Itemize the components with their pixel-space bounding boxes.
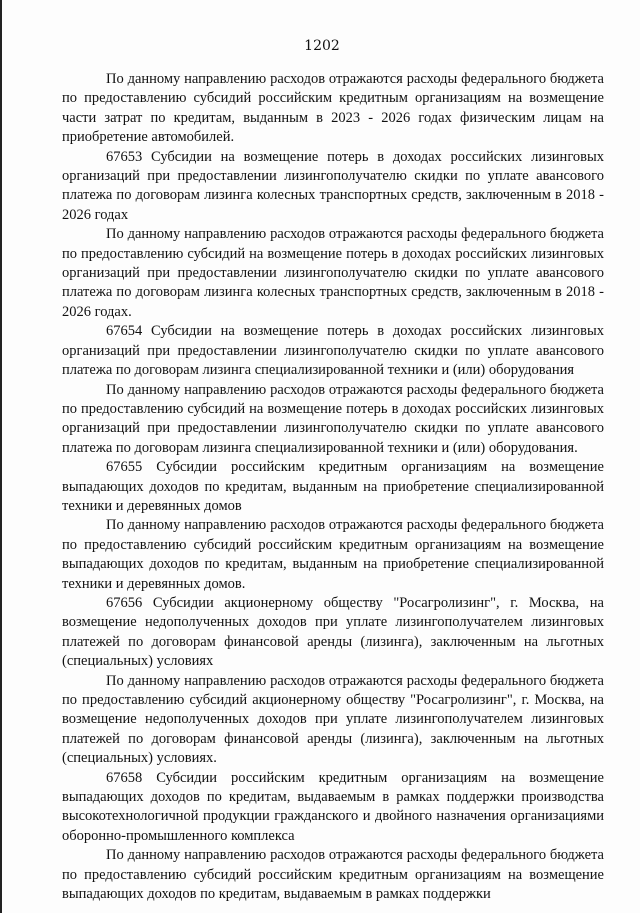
document-body (62, 70, 604, 904)
paragraph: По данному направлению расходов отражаются расходы федерального бюджета по предоставлению субсидий на возмещение потерь в доходах российских лизинговых организаций при предоставлении лизингополучателю скидки по уплате авансового платежа по договорам лизинга колесных транспортных средств, заключенным в 2018 - 2026 годах. (62, 226, 604, 320)
paragraph: По данному направлению расходов отражаются расходы федерального бюджета по предоставлению субсидий российским кредитным организациям на возмещение выпадающих доходов по кредитам, выданным на приобретение специализированной техники и деревянных домов. (62, 517, 604, 592)
paragraph-heading: 67653 Субсидии на возмещение потерь в доходах российских лизинговых организаций при предоставлении лизингополучателю скидки по уплате авансового платежа по договорам лизинга колесных транспортных средств, заключенным в 2018 - 2026 годах (62, 148, 604, 223)
paragraph: По данному направлению расходов отражаются расходы федерального бюджета по предоставлению субсидий акционерному обществу "Росагролизинг", г. Москва, на возмещение недополученных доходов при уплате лизингополучателем лизинговых платежей по договорам финансовой аренды (лизинга), заключенным на льготных (специальных) условиях. (62, 672, 604, 767)
paragraph-heading: 67655 Субсидии российским кредитным организациям на возмещение выпадающих доходов по кредитам, выданным на приобретение специализированной техники и деревянных домов (62, 459, 604, 514)
paragraph-heading: 67656 Субсидии акционерному обществу "Росагролизинг", г. Москва, на возмещение недополученных доходов при уплате лизингополучателем лизинговых платежей по договорам финансовой аренды (лизинга), заключенным на льготных (специальных) условиях (62, 594, 604, 670)
paragraph: По данному направлению расходов отражаются расходы федерального бюджета по предоставлению субсидий российским кредитным организациям на возмещение выпадающих доходов по кредитам, выдаваемым в рамках поддержки (62, 847, 604, 903)
paragraph-heading: 67658 Субсидии российским кредитным организациям на возмещение выпадающих доходов по кредитам, выдаваемым в рамках поддержки производства высокотехнологичной продукции гражданского и двойного назначения организациями оборонно-промышленного комплекса (62, 769, 604, 844)
paragraph: По данному направлению расходов отражаются расходы федерального бюджета по предоставлению субсидий на возмещение потерь в доходах российских лизинговых организаций при предоставлении лизингополучателю скидки по уплате авансового платежа по договорам лизинга специализированной техники и (или) оборудования. (62, 381, 604, 456)
paragraph: По данному направлению расходов отражаются расходы федерального бюджета по предоставлению субсидий российским кредитным организациям на возмещение части затрат по кредитам, выданным в 2023 - 2026 годах физическим лицам на приобретение автомобилей. (62, 71, 604, 146)
paragraph-heading: 67654 Субсидии на возмещение потерь в доходах российских лизинговых организаций при предоставлении лизингополучателю скидки по уплате авансового платежа по договорам лизинга специализированной техники и (или) оборудования (62, 323, 604, 379)
page-number: 1202 (304, 38, 340, 54)
